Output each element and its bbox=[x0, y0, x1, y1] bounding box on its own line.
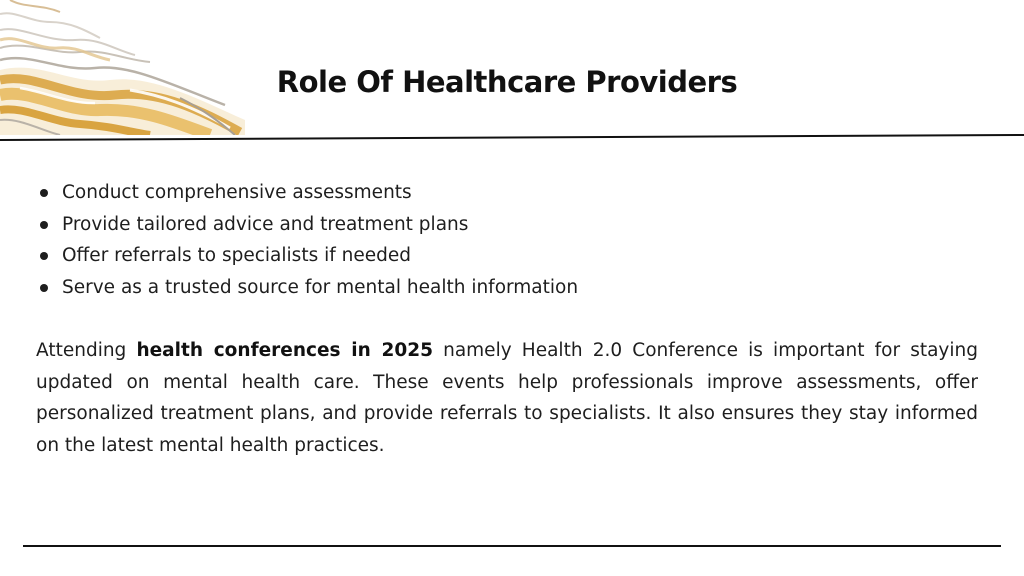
bullet-dot-icon bbox=[40, 189, 48, 197]
paragraph-bold: health conferences in 2025 bbox=[136, 340, 433, 361]
bullet-text: Conduct comprehensive assessments bbox=[62, 182, 412, 203]
bullet-dot-icon bbox=[40, 284, 48, 292]
bullet-dot-icon bbox=[40, 221, 48, 229]
bullet-dot-icon bbox=[40, 252, 48, 260]
bullet-text: Offer referrals to specialists if needed bbox=[62, 245, 411, 266]
list-item bbox=[36, 240, 578, 272]
list-item bbox=[36, 177, 578, 209]
paragraph-rest: namely Health 2.0 Conference is important for staying updated on mental health care. These events help professionals improve assessments, offer personalized treatment plans, and provide referrals to specialists. It also ensures they stay informed on the latest mental health practices. bbox=[36, 340, 978, 456]
marble-decoration bbox=[0, 0, 245, 135]
list-item bbox=[36, 272, 578, 304]
bottom-divider bbox=[23, 545, 1001, 547]
bullet-list bbox=[36, 177, 578, 303]
title-divider bbox=[0, 133, 1024, 143]
body-paragraph bbox=[36, 335, 978, 461]
list-item bbox=[36, 209, 578, 241]
bullet-text: Serve as a trusted source for mental health information bbox=[62, 276, 579, 298]
page-title: Role Of Healthcare Providers bbox=[276, 65, 738, 99]
bullet-text: Provide tailored advice and treatment plans bbox=[62, 213, 469, 235]
paragraph-lead: Attending bbox=[36, 340, 137, 361]
